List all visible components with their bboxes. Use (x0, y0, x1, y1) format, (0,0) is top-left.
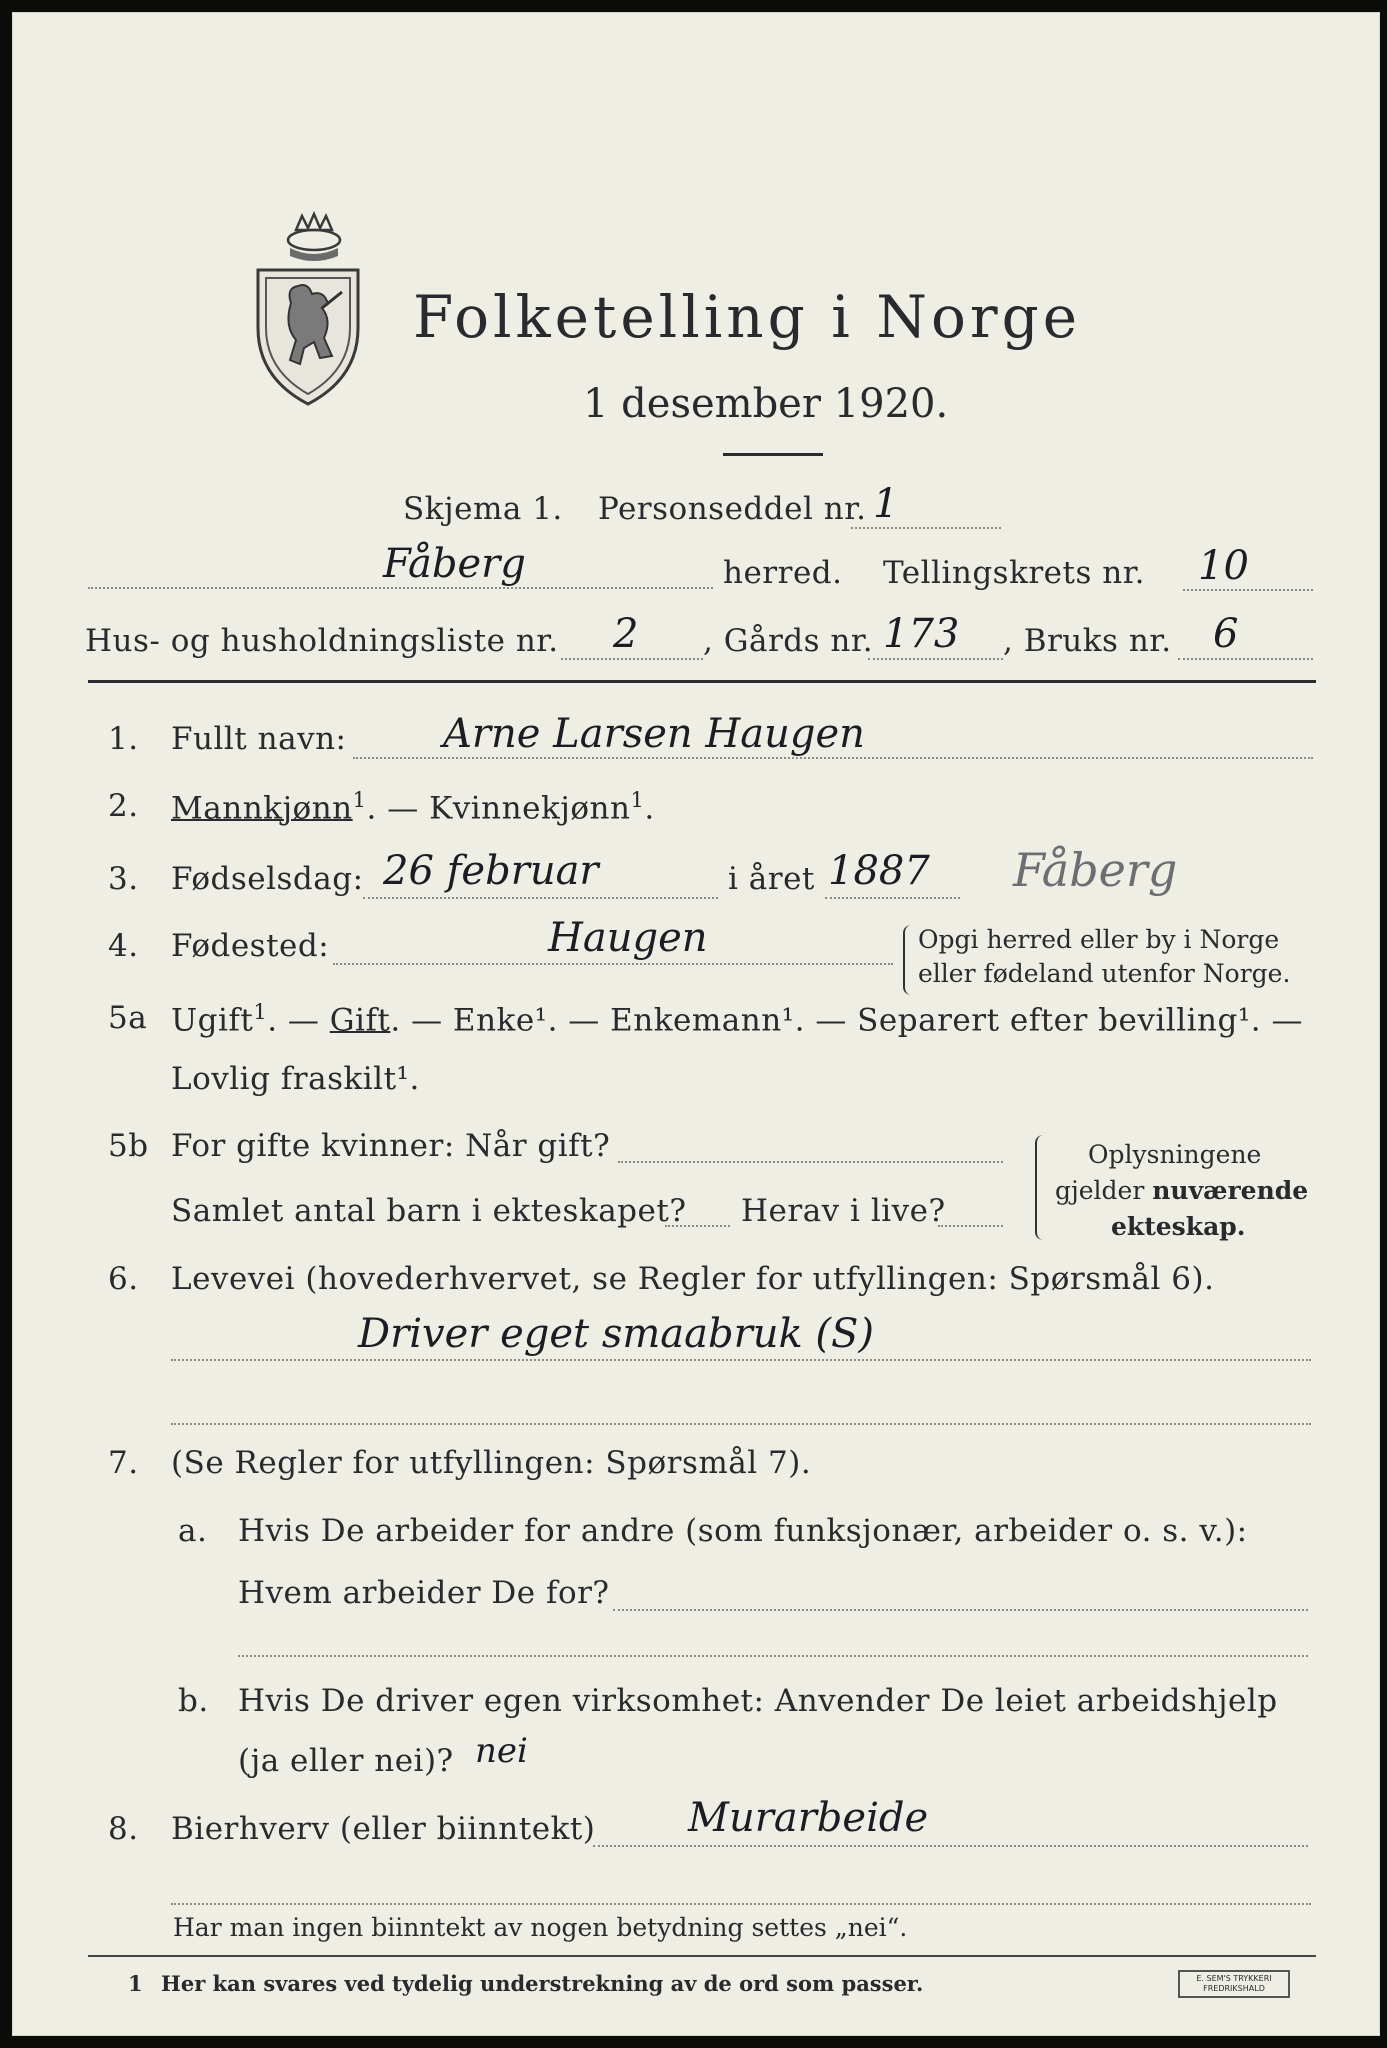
q5b-note-line1: Oplysningene (1088, 1140, 1262, 1169)
personseddel-value: 1 (873, 481, 899, 527)
q5b-line2b: Herav i live? (741, 1193, 946, 1229)
q5a-line2: Lovlig fraskilt¹. (171, 1061, 420, 1097)
q4-number: 4. (108, 928, 139, 964)
q6-number: 6. (108, 1261, 139, 1297)
herred-label: herred. (723, 555, 843, 591)
q2-number: 2. (108, 788, 139, 824)
bruks-label: , Bruks nr. (1003, 623, 1172, 659)
footer-note: Har man ingen biinntekt av nogen betydning settes „nei“. (173, 1913, 908, 1942)
secondary-income-value: Murarbeide (688, 1795, 929, 1841)
occupation-value: Driver eget smaabruk (S) (358, 1311, 875, 1357)
birthday-value: 26 februar (383, 848, 599, 894)
q5b-line1: For gifte kvinner: Når gift? (171, 1128, 611, 1164)
hus-value: 2 (613, 611, 639, 657)
q1-label: Fullt navn: (171, 721, 347, 757)
q7b-line1: Hvis De driver egen virksomhet: Anvender De leiet arbeidshjelp (238, 1683, 1278, 1719)
form-title: Folketelling i Norge (413, 283, 1082, 351)
q5a-number: 5a (108, 1000, 148, 1036)
herred-value: Fåberg (383, 541, 526, 587)
hired-help-value: nei (475, 1731, 528, 1771)
q7b-line2: (ja eller nei)? (238, 1743, 454, 1779)
q7b-letter: b. (178, 1683, 209, 1719)
gards-value: 173 (883, 611, 960, 657)
coat-of-arms-emblem (246, 208, 371, 408)
census-date: 1 desember 1920. (583, 381, 949, 427)
q8-number: 8. (108, 1811, 139, 1847)
q4-label: Fødested: (171, 928, 330, 964)
gards-label: , Gårds nr. (703, 623, 874, 659)
footnote-text: Her kan svares ved tydelig understrekning av de ord som passer. (161, 1971, 924, 1996)
q1-number: 1. (108, 721, 139, 757)
q6-label: Levevei (hovederhvervet, se Regler for utfyllingen: Spørsmål 6). (171, 1261, 1215, 1297)
title-divider (723, 453, 823, 456)
q8-label: Bierhverv (eller biinntekt) (171, 1811, 596, 1847)
q5b-note-line3: ekteskap. (1111, 1212, 1246, 1241)
q5b-number: 5b (108, 1128, 149, 1164)
q2-male-option: Mannkjønn (171, 790, 353, 827)
q5a-civil-status: Ugift$^1$. — Gift. — Enke¹. — Enkemann¹. — Separert efter bevilling¹. — (171, 1000, 1303, 1039)
full-name-value: Arne Larsen Haugen (443, 711, 865, 757)
census-form-page (12, 12, 1380, 2036)
birthplace-herred-note: Fåberg (1013, 843, 1178, 897)
q3-label: Fødselsdag: (171, 861, 364, 897)
q5b-note-line2: gjelder nuværende (1055, 1176, 1309, 1205)
tellingskrets-value: 10 (1198, 543, 1249, 589)
q7-label: (Se Regler for utfyllingen: Spørsmål 7). (171, 1445, 812, 1481)
bruks-value: 6 (1213, 611, 1239, 657)
q7a-line1: Hvis De arbeider for andre (som funksjonær, arbeider o. s. v.): (238, 1513, 1248, 1549)
birthplace-value: Haugen (548, 915, 708, 961)
q5a-gift-option: Gift (329, 1002, 391, 1039)
q3-number: 3. (108, 861, 139, 897)
q4-note-line1: Opgi herred eller by i Norge (918, 925, 1280, 954)
footnote-mark: 1 (128, 1971, 143, 1996)
printer-stamp: E. SEM'S TRYKKERI FREDRIKSHALD (1178, 1970, 1290, 1998)
q2-gender-options: Mannkjønn$^1$. — Kvinnekjønn$^1$. (171, 788, 655, 827)
q7-number: 7. (108, 1445, 139, 1481)
hus-label: Hus- og husholdningsliste nr. (85, 623, 559, 659)
q4-note-line2: eller fødeland utenfor Norge. (918, 959, 1291, 988)
personseddel-label: Personseddel nr. (598, 491, 867, 527)
q5b-line2a: Samlet antal barn i ekteskapet? (171, 1193, 687, 1229)
skjema-label: Skjema 1. (403, 491, 563, 527)
section-rule (88, 680, 1316, 683)
q7a-line2: Hvem arbeider De for? (238, 1575, 610, 1611)
footnote-rule (88, 1955, 1316, 1957)
tellingskrets-label: Tellingskrets nr. (883, 555, 1145, 591)
q7a-letter: a. (178, 1513, 208, 1549)
birth-year-value: 1887 (828, 848, 930, 894)
q3-year-label: i året (728, 861, 815, 897)
